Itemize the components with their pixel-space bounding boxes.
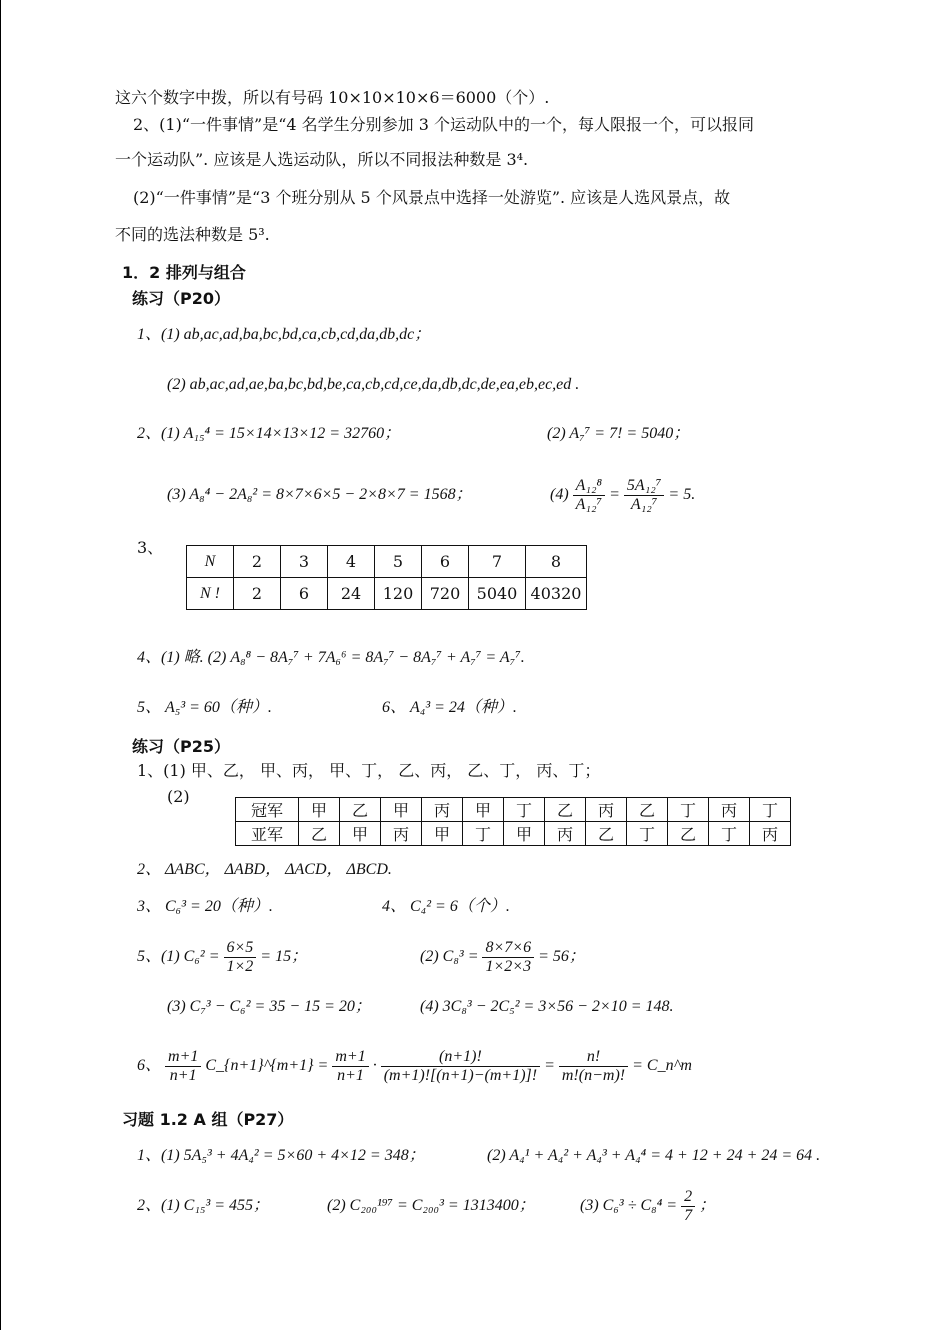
p25-q5-part2-head: (2) C₈³ =	[420, 948, 479, 965]
p20-q2-part4-fraction-2	[624, 477, 664, 514]
fraction-denominator: A₁₂⁷	[575, 495, 603, 513]
table-cell: 丁	[504, 798, 545, 822]
table-cell: 5	[375, 546, 422, 578]
p25-q6-fraction-1	[165, 1048, 201, 1085]
p20-q2-part2: (2) A₇⁷ = 7! = 5040；	[547, 425, 690, 442]
exercise-heading-p25: 练习（P25）	[132, 737, 230, 756]
p25-q3: 3、 C₆³ = 20（种）.	[137, 898, 273, 915]
p25-q6-label: 6、	[137, 1057, 162, 1074]
table-cell: 4	[328, 546, 375, 578]
p25-q1-part2-label: (2)	[167, 787, 190, 806]
a27-q2-part3	[580, 1184, 715, 1228]
p20-q3-label: 3、	[137, 538, 164, 557]
table-cell: 7	[469, 546, 526, 578]
table-cell: 6	[281, 578, 328, 610]
table-cell: 甲	[340, 822, 381, 846]
table-cell: 甲	[299, 798, 340, 822]
table-cell: 丁	[750, 798, 791, 822]
table-cell: 丙	[709, 798, 750, 822]
table-cell: 亚军	[236, 822, 299, 846]
table-cell: 乙	[299, 822, 340, 846]
champion-table	[235, 797, 791, 846]
fraction-denominator: n+1	[337, 1066, 364, 1084]
fraction-denominator: n+1	[169, 1066, 197, 1084]
intro-line-1: 这六个数字中拨，所以有号码 10×10×10×6＝6000（个）.	[115, 88, 550, 107]
table-row	[187, 546, 587, 578]
table-row	[236, 822, 791, 846]
a27-q2-part2: (2) C₂₀₀¹⁹⁷ = C₂₀₀³ = 1313400；	[327, 1197, 535, 1214]
fraction-numerator: 2	[681, 1188, 695, 1207]
intro-line-2: 2、(1)“一件事情”是“4 名学生分别参加 3 个运动队中的一个，每人限报一个，可以报同	[133, 115, 755, 134]
intro-line-5: 不同的选法种数是 5³.	[115, 225, 270, 244]
p20-q1-part1: 1、(1) ab,ac,ad,ba,bc,bd,ca,cb,cd,da,db,dc；	[137, 326, 431, 343]
page-left-border	[0, 0, 1, 1330]
table-cell: 6	[422, 546, 469, 578]
fraction-numerator: n!	[559, 1048, 628, 1067]
table-cell: 丁	[709, 822, 750, 846]
table-cell: 甲	[422, 822, 463, 846]
fraction-denominator: 1×2×3	[485, 957, 532, 975]
fraction-denominator: 1×2	[226, 957, 254, 975]
p25-q6-fraction-3	[381, 1048, 540, 1085]
p25-q6-fraction-2	[332, 1048, 368, 1085]
intro-line-4: (2)“一件事情”是“3 个班分别从 5 个风景点中选择一处游览”. 应该是人选风景点，故	[133, 188, 731, 207]
table-cell: N	[187, 546, 234, 578]
p25-q5-part1	[137, 935, 307, 979]
table-cell: 丁	[668, 798, 709, 822]
p25-q5-part4: (4) 3C₈³ − 2C₅² = 3×56 − 2×10 = 148.	[420, 998, 674, 1015]
intro-line-3: 一个运动队”. 应该是人选运动队，所以不同报法种数是 3⁴.	[115, 150, 529, 169]
p20-q2-part3: (3) A₈⁴ − 2A₈² = 8×7×6×5 − 2×8×7 = 1568；	[167, 486, 472, 503]
table-cell: 2	[234, 578, 281, 610]
fraction-numerator: (n+1)!	[381, 1048, 540, 1067]
table-cell: 5040	[469, 578, 526, 610]
fraction-denominator: (m+1)![(n+1)−(m+1)]!	[383, 1066, 538, 1084]
p20-q2-part1: 2、(1) A₁₅⁴ = 15×14×13×12 = 32760；	[137, 425, 401, 442]
table-cell: 丙	[381, 822, 422, 846]
table-cell: N !	[187, 578, 234, 610]
fraction-numerator: 8×7×6	[482, 939, 534, 958]
multiply-dot: ·	[372, 1057, 377, 1074]
section-heading-1-2: 1．2 排列与组合	[122, 263, 246, 282]
table-cell: 2	[234, 546, 281, 578]
p25-q5-part3: (3) C₇³ − C₆² = 35 − 15 = 20；	[167, 998, 371, 1015]
p25-q6-combination: C_{n+1}^{m+1} =	[205, 1057, 329, 1074]
p25-q5-part2-tail: = 56；	[538, 948, 585, 965]
p25-q5-part1-fraction	[224, 939, 257, 976]
table-cell: 24	[328, 578, 375, 610]
table-cell: 120	[375, 578, 422, 610]
p25-q5-part1-tail: = 15；	[260, 948, 308, 965]
equals-sign: =	[609, 486, 620, 503]
a27-q1-part2: (2) A₄¹ + A₄² + A₄³ + A₄⁴ = 4 + 12 + 24 + 24 = 64 .	[487, 1147, 821, 1164]
p25-q6-fraction-4	[559, 1048, 628, 1085]
a27-q2-part3-head: (3) C₆³ ÷ C₈⁴ =	[580, 1197, 678, 1214]
table-cell: 丙	[545, 822, 586, 846]
table-cell: 丙	[586, 798, 627, 822]
p20-q6: 6、 A₄³ = 24（种）.	[382, 699, 517, 716]
table-cell: 甲	[504, 822, 545, 846]
table-cell: 丁	[463, 822, 504, 846]
table-cell: 丙	[422, 798, 463, 822]
exercise-heading-p20: 练习（P20）	[132, 289, 230, 308]
p25-q5-part1-head: 5、(1) C₆² =	[137, 948, 220, 965]
table-row	[236, 798, 791, 822]
equals-sign: =	[544, 1057, 555, 1074]
a27-q2-part3-tail: ；	[699, 1197, 716, 1214]
table-row	[187, 578, 587, 610]
fraction-numerator: 6×5	[224, 939, 257, 958]
p25-q6	[137, 1043, 692, 1089]
table-cell: 甲	[463, 798, 504, 822]
a27-q2-part3-fraction	[681, 1188, 695, 1225]
table-cell: 乙	[627, 798, 668, 822]
fraction-denominator: A₁₂⁷	[630, 495, 658, 513]
fraction-denominator: m!(n−m)!	[561, 1066, 626, 1084]
p20-q2-part4-label: (4)	[550, 486, 569, 503]
fraction-denominator: 7	[684, 1206, 693, 1224]
table-cell: 乙	[545, 798, 586, 822]
p20-q2-part4-fraction-1	[573, 477, 605, 514]
factorial-table	[186, 545, 587, 610]
table-cell: 3	[281, 546, 328, 578]
table-cell: 乙	[340, 798, 381, 822]
p25-q4: 4、 C₄² = 6（个）.	[382, 898, 510, 915]
table-cell: 乙	[668, 822, 709, 846]
table-cell: 40320	[526, 578, 587, 610]
fraction-numerator: m+1	[165, 1048, 201, 1067]
table-cell: 甲	[381, 798, 422, 822]
p25-q2: 2、 ΔABC， ΔABD， ΔACD， ΔBCD.	[137, 861, 392, 878]
p20-q4: 4、(1) 略. (2) A₈⁸ − 8A₇⁷ + 7A₆⁶ = 8A₇⁷ − 8A₇⁷ + A₇⁷ = A₇⁷.	[137, 649, 525, 666]
p25-q5-part2-fraction	[482, 939, 534, 976]
table-cell: 8	[526, 546, 587, 578]
p25-q1-part1: 1、(1) 甲、乙， 甲、丙， 甲、丁， 乙、丙， 乙、丁， 丙、丁；	[137, 761, 601, 780]
a27-q2-part1: 2、(1) C₁₅³ = 455；	[137, 1197, 270, 1214]
p25-q6-result: = C_n^m	[632, 1057, 692, 1074]
p20-q2-part4-result: = 5.	[668, 486, 696, 503]
fraction-numerator: m+1	[332, 1048, 368, 1067]
table-cell: 乙	[586, 822, 627, 846]
fraction-numerator: A₁₂⁸	[573, 477, 605, 496]
fraction-numerator: 5A₁₂⁷	[624, 477, 664, 496]
p20-q5: 5、 A₅³ = 60（种）.	[137, 699, 272, 716]
table-cell: 丁	[627, 822, 668, 846]
p20-q1-part2: (2) ab,ac,ad,ae,ba,bc,bd,be,ca,cb,cd,ce,da,db,dc,de,ea,eb,ec,ed .	[167, 376, 580, 393]
table-cell: 冠军	[236, 798, 299, 822]
table-cell: 丙	[750, 822, 791, 846]
p20-q2-part4	[550, 472, 695, 518]
table-cell: 720	[422, 578, 469, 610]
a27-q1-part1: 1、(1) 5A₅³ + 4A₄² = 5×60 + 4×12 = 348；	[137, 1147, 425, 1164]
problem-set-heading-a27: 习题 1.2 A 组（P27）	[122, 1110, 294, 1129]
p25-q5-part2	[420, 935, 585, 979]
